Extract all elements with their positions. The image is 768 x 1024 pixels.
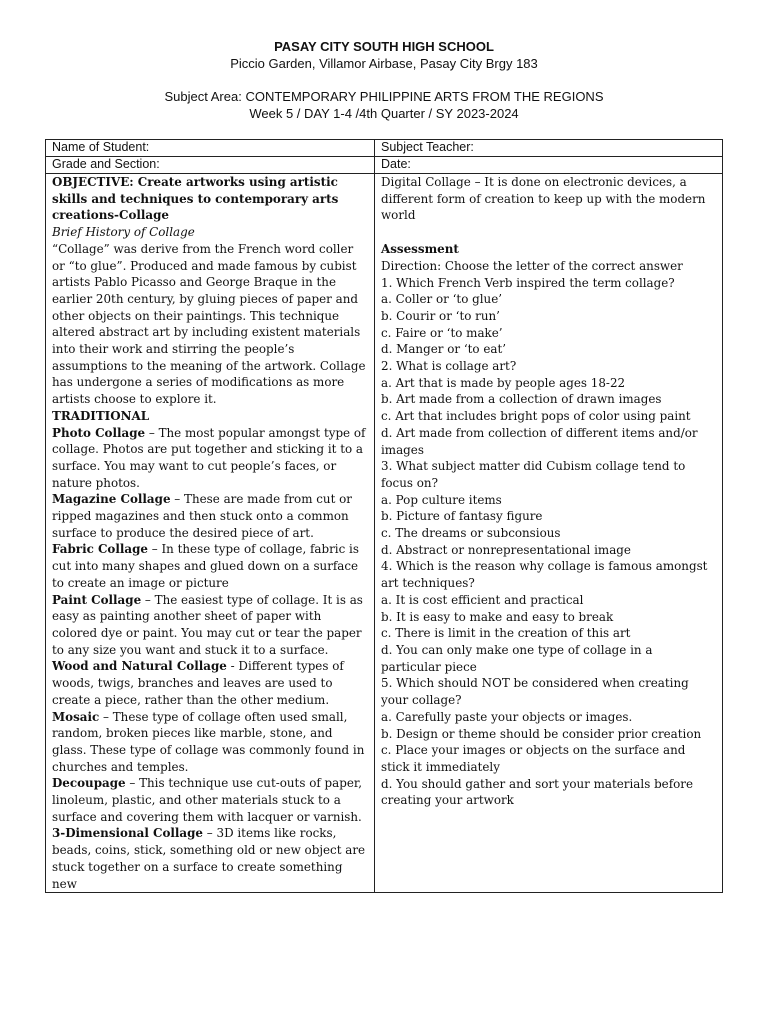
choice: b. Picture of fantasy figure <box>381 509 543 524</box>
choice: d. Art made from collection of different items and/or images <box>381 425 698 457</box>
question: 5. Which should NOT be considered when creating your collage? <box>381 676 689 708</box>
assessment-column <box>375 174 723 893</box>
choice: d. You should gather and sort your materials before creating your artwork <box>381 776 694 808</box>
objective: OBJECTIVE: Create artworks using artistic skills and techniques to contemporary arts creations-Collage <box>52 175 339 223</box>
collage-type <box>52 709 368 776</box>
student-name-label: Name of Student: <box>46 140 375 157</box>
collage-type-desc: – These type of collage often used small, random, broken pieces like marble, stone, and glass. These type of collage was commonly found in churches and temples. <box>52 709 365 774</box>
choice: a. Art that is made by people ages 18-22 <box>381 375 626 390</box>
date-label: Date: <box>375 157 723 174</box>
choice: c. There is limit in the creation of this art <box>381 626 631 641</box>
collage-type-name: Mosaic <box>52 709 100 724</box>
choice: b. Courir or ‘to run’ <box>381 308 500 323</box>
question: 2. What is collage art? <box>381 359 517 374</box>
assessment-direction: Direction: Choose the letter of the correct answer <box>381 258 683 273</box>
choice: a. It is cost efficient and practical <box>381 592 584 607</box>
choice: a. Carefully paste your objects or images. <box>381 709 633 724</box>
collage-type-desc: – 3D items like rocks, beads, coins, stick, something old or new object are stuck together on a surface to create something new <box>52 826 366 891</box>
collage-type <box>52 541 368 591</box>
choice: c. Place your images or objects on the surface and stick it immediately <box>381 743 686 774</box>
collage-type <box>52 592 368 659</box>
collage-type-desc: – The easiest type of collage. It is as easy as painting another sheet of paper with colored dye or paint. You may cut or tear the paper to any size you want and stuck it to a surface. <box>52 592 363 657</box>
collage-type <box>52 491 368 541</box>
collage-type <box>52 825 368 892</box>
collage-type-name: Fabric Collage <box>52 542 148 557</box>
history-title: Brief History of Collage <box>52 225 195 240</box>
collage-type-desc: – The most popular amongst type of collage. Photos are put together and sticking it to a surface. You may want to cut people’s faces, or nature photos. <box>52 425 366 490</box>
question: 4. Which is the reason why collage is famous amongst art techniques? <box>381 559 708 591</box>
collage-type-name: 3-Dimensional Collage <box>52 826 203 841</box>
assessment-title: Assessment <box>381 242 459 257</box>
document-header <box>0 38 768 122</box>
choice: c. Art that includes bright pops of color using paint <box>381 409 691 424</box>
traditional-heading: TRADITIONAL <box>52 408 150 423</box>
question: 3. What subject matter did Cubism collage tend to focus on? <box>381 459 686 490</box>
collage-type-desc: - Different types of woods, twigs, branches and leaves are used to create a piece, rather than the other medium. <box>52 659 344 707</box>
choice: a. Pop culture items <box>381 492 502 507</box>
worksheet-table <box>45 139 723 893</box>
collage-type <box>52 775 368 825</box>
choice: d. Manger or ‘to eat’ <box>381 342 507 357</box>
choice: c. The dreams or subconsious <box>381 526 561 541</box>
collage-type-name: Magazine Collage <box>52 492 171 507</box>
collage-type <box>52 425 368 492</box>
collage-type-desc: – In these type of collage, fabric is cut into many shapes and glued down on a surface to create an image or picture <box>52 542 359 590</box>
subject-teacher-label: Subject Teacher: <box>375 140 723 157</box>
choice: b. Art made from a collection of drawn images <box>381 392 662 407</box>
choice: d. You can only make one type of collage in a particular piece <box>381 642 653 674</box>
choice: d. Abstract or nonrepresentational image <box>381 542 631 557</box>
collage-type-desc: – This technique use cut-outs of paper, linoleum, plastic, and other materials stuck to a surface and covering them with lacquer or varnish. <box>52 776 363 824</box>
school-name: PASAY CITY SOUTH HIGH SCHOOL <box>274 39 494 54</box>
collage-type <box>52 658 368 708</box>
choice: c. Faire or ‘to make’ <box>381 325 503 340</box>
choice: b. It is easy to make and easy to break <box>381 609 614 624</box>
collage-type-desc: – These are made from cut or ripped magazines and then stuck onto a common surface to produce the desired piece of art. <box>52 492 352 540</box>
choice: b. Design or theme should be consider prior creation <box>381 726 702 741</box>
collage-type-name: Paint Collage <box>52 592 142 607</box>
choice: a. Coller or ‘to glue’ <box>381 292 503 307</box>
digital-collage: Digital Collage – It is done on electronic devices, a different form of creation to keep up with the modern world <box>381 175 706 223</box>
collage-type-name: Decoupage <box>52 776 126 791</box>
history-text: “Collage” was derive from the French word coller or “to glue”. Produced and made famous by cubist artists Pablo Picasso and George Braque in the earlier 20th century, by gluing pieces of paper and other objects on their paintings. This technique altered abstract art by including existent materials into their work and stirring the people’s assumptions to the meaning of the artwork. Collage has undergone a series of modifications as more artists choose to explore it. <box>52 241 366 407</box>
school-address: Piccio Garden, Villamor Airbase, Pasay City Brgy 183 <box>230 56 538 71</box>
grade-section-label: Grade and Section: <box>46 157 375 174</box>
week-info: Week 5 / DAY 1-4 /4th Quarter / SY 2023-2024 <box>249 106 519 121</box>
question: 1. Which French Verb inspired the term collage? <box>381 275 675 290</box>
subject-area: Subject Area: CONTEMPORARY PHILIPPINE ARTS FROM THE REGIONS <box>164 89 604 104</box>
lesson-column <box>46 174 375 893</box>
collage-type-name: Wood and Natural Collage <box>52 659 227 674</box>
collage-type-name: Photo Collage <box>52 425 146 440</box>
